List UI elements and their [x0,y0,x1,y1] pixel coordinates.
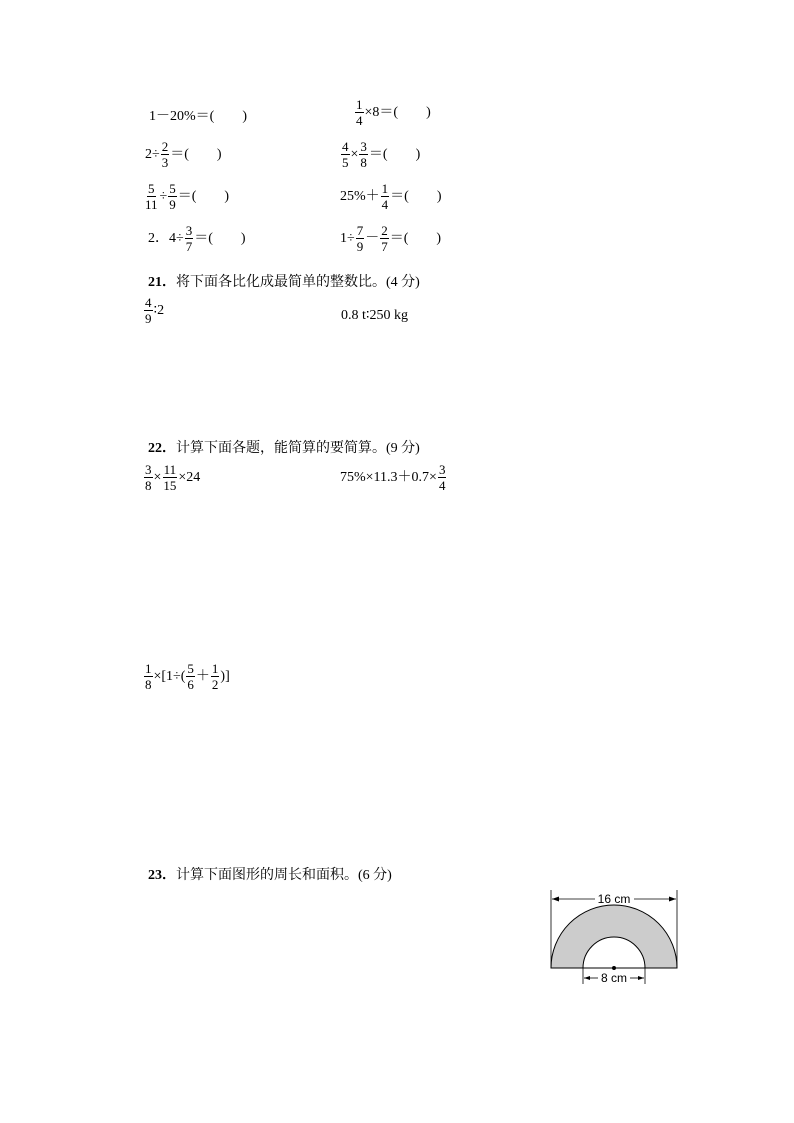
fraction: $\frac{11}{15}$ [163,462,177,493]
q22-problem-b: 75%×11.3＋0.7× $\frac{3}{4}$ [340,462,446,493]
fraction: $\frac{3}{8}$ [360,139,367,170]
fraction: $\frac{3}{8}$ [145,462,152,493]
outer-arrow-left [552,897,559,902]
fraction: $\frac{1}{4}$ [381,181,389,212]
outer-dimension-label: 16 cm [597,892,631,906]
outer-arrow-right [669,897,676,902]
problem-4-5-times-3-8: $\frac{4}{5}$ × $\frac{3}{8}$ ＝ ( ) [342,139,421,170]
question-23-heading: 23．计算下面图形的周长和面积。(6 分) [148,868,392,883]
problem-2-div-2-3: 2÷ $\frac{2}{3}$ ＝ ( ) [145,139,222,170]
q22-problem-c: $\frac{1}{8}$ ×[1÷( $\frac{5}{6}$ ＋ $\frac{1}{2}$ )] [145,661,230,692]
fraction: $\frac{7}{9}$ [356,223,364,254]
problem-quarter-times-8: $\frac{1}{4}$ ×8 ＝ ( ) [356,97,431,128]
q22-problem-a: $\frac{3}{8}$ × $\frac{11}{15}$ ×24 [145,462,201,493]
half-ring-shape [551,905,677,968]
problem-5-11-div-5-9: $\frac{5}{11}$ ÷ $\frac{5}{9}$ ＝ ( ) [145,181,230,212]
q21-ratio-a: $\frac{4}{9}$ ∶2 [145,295,165,326]
fraction: $\frac{3}{4}$ [438,462,446,493]
question-21-heading: 21．将下面各比化成最简单的整数比。(4 分) [148,275,420,290]
q21-ratio-b: 0.8 t∶250 kg [341,308,409,323]
problem-2-4-div-3-7: 2．4÷ $\frac{3}{7}$ ＝ ( ) [148,223,246,254]
fraction: $\frac{2}{3}$ [161,139,169,170]
fraction: $\frac{4}{5}$ [342,139,349,170]
problem-1-div-7-9-minus-2-7: 1÷ $\frac{7}{9}$ － $\frac{2}{7}$ ＝ ( ) [340,223,442,254]
fraction: $\frac{5}{11}$ [145,181,158,212]
fraction: $\frac{1}{8}$ [145,661,152,692]
question-22-heading: 22．计算下面各题，能简算的要简算。(9 分) [148,441,420,456]
fraction: $\frac{2}{7}$ [381,223,388,254]
fraction: $\frac{1}{4}$ [356,97,363,128]
fraction: $\frac{4}{9}$ [145,295,152,326]
fraction: $\frac{5}{6}$ [187,661,194,692]
inner-dimension-label: 8 cm [600,971,628,985]
fraction: $\frac{5}{9}$ [169,181,176,212]
semi-annulus-figure [540,884,690,988]
fraction: $\frac{3}{7}$ [185,223,193,254]
problem-25pct-plus-quarter: 25%＋ $\frac{1}{4}$ ＝ ( ) [340,181,442,212]
inner-arrow-left [584,976,590,980]
problem-1-20pct: 1－20% ＝ ( ) [149,109,247,124]
fraction: $\frac{1}{2}$ [211,661,219,692]
inner-arrow-right [638,976,644,980]
center-dot [612,966,616,970]
